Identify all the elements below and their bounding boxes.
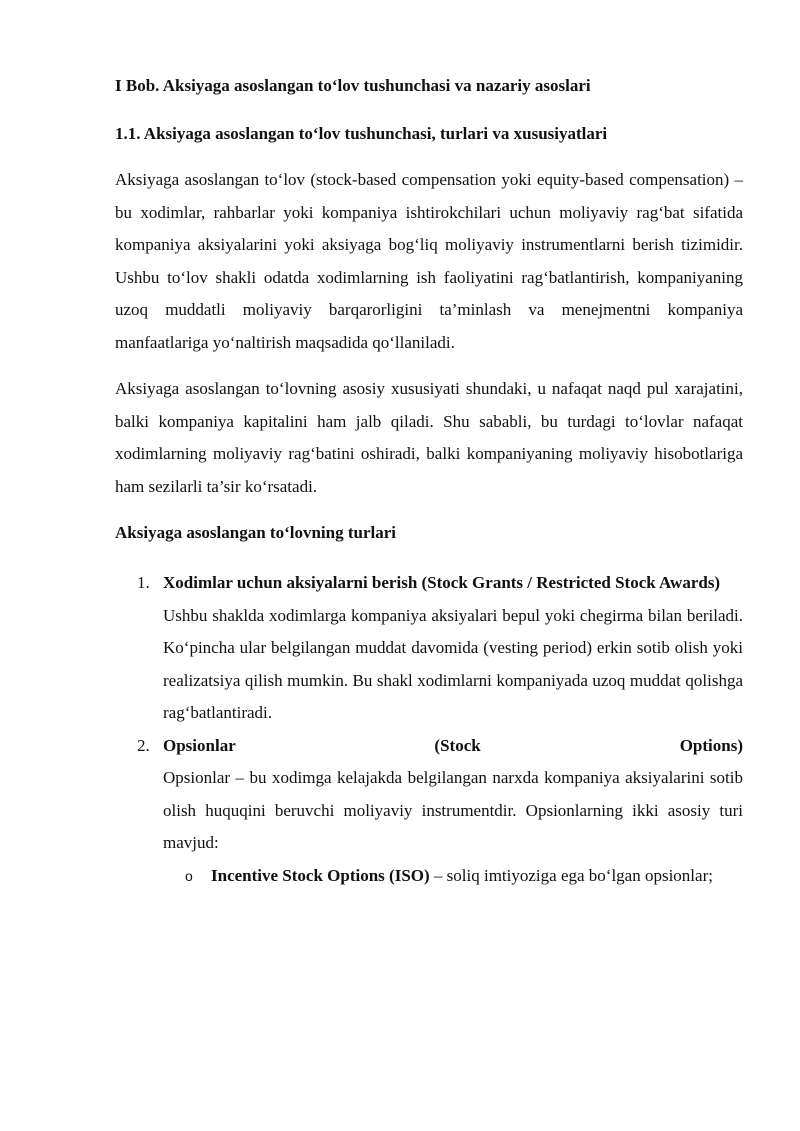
bullet-icon: o (185, 867, 193, 884)
types-list (115, 567, 743, 892)
paragraph-definition: Aksiyaga asoslangan to‘lov (stock-based compensation yoki equity-based compensation) – bu xodimlar, rahbarlar yoki kompaniya ishtirokchilari uchun moliyaviy rag‘bat sifatida kompaniya aksiyalarini yoki aksiyaga bog‘liq moliyaviy instrumentlarni berish tizimidir. Ushbu to‘lov shakli odatda xodimlarning ish faoliyatini rag‘batlantirish, kompaniyaning uzoq muddatli moliyaviy barqarorligini ta’minlash va menejmentni kompaniya manfaatlariga yo‘naltirish maqsadida qo‘llaniladi. (115, 170, 743, 352)
sub-list (163, 860, 743, 893)
sub-item-text: – soliq imtiyoziga ega bo‘lgan opsionlar; (429, 865, 713, 885)
paragraph-features: Aksiyaga asoslangan to‘lovning asosiy xususiyati shundaki, u nafaqat naqd pul xarajatini, balki kompaniya kapitalini ham jalb qiladi. Shu sababli, bu turdagi to‘lovlar nafaqat xodimlarning moliyaviy rag‘batini oshiradi, balki kompaniyaning moliyaviy hisobotlariga ham sezilarli ta’sir ko‘rsatadi. (115, 379, 743, 496)
list-item (115, 567, 743, 730)
sub-list-item (163, 860, 743, 893)
list-item-title: Xodimlar uchun aksiyalarni berish (Stock Grants / Restricted Stock Awards) (163, 573, 721, 592)
sub-item-term: Incentive Stock Options (ISO) (211, 865, 430, 885)
document-content (115, 70, 743, 892)
list-item-number: 2. (137, 735, 150, 755)
list-item-body: Ushbu shaklda xodimlarga kompaniya aksiyalari bepul yoki chegirma bilan beriladi. Ko‘pincha ular belgilangan muddat davomida (vesting period) erkin sotib olish yoki realizatsiya qilish mumkin. Bu shakl xodimlarni kompaniyada uzoq muddat qolishga rag‘batlantiradi. (163, 605, 743, 722)
list-item-body: Opsionlar – bu xodimga kelajakda belgilangan narxda kompaniya aksiyalarini sotib olish huquqini beruvchi moliyaviy instrumentdir. Opsionlarning ikki asosiy turi mavjud: (163, 768, 743, 852)
list-item-number: 1. (137, 573, 150, 592)
section-title: 1.1. Aksiyaga asoslangan to‘lov tushunchasi, turlari va xususiyatlari (115, 124, 608, 143)
list-item-title: Opsionlar (Stock Options) (163, 735, 743, 755)
list-item (115, 730, 743, 893)
types-heading: Aksiyaga asoslangan to‘lovning turlari (115, 523, 397, 542)
chapter-title: I Bob. Aksiyaga asoslangan to‘lov tushunchasi va nazariy asoslari (115, 76, 591, 95)
